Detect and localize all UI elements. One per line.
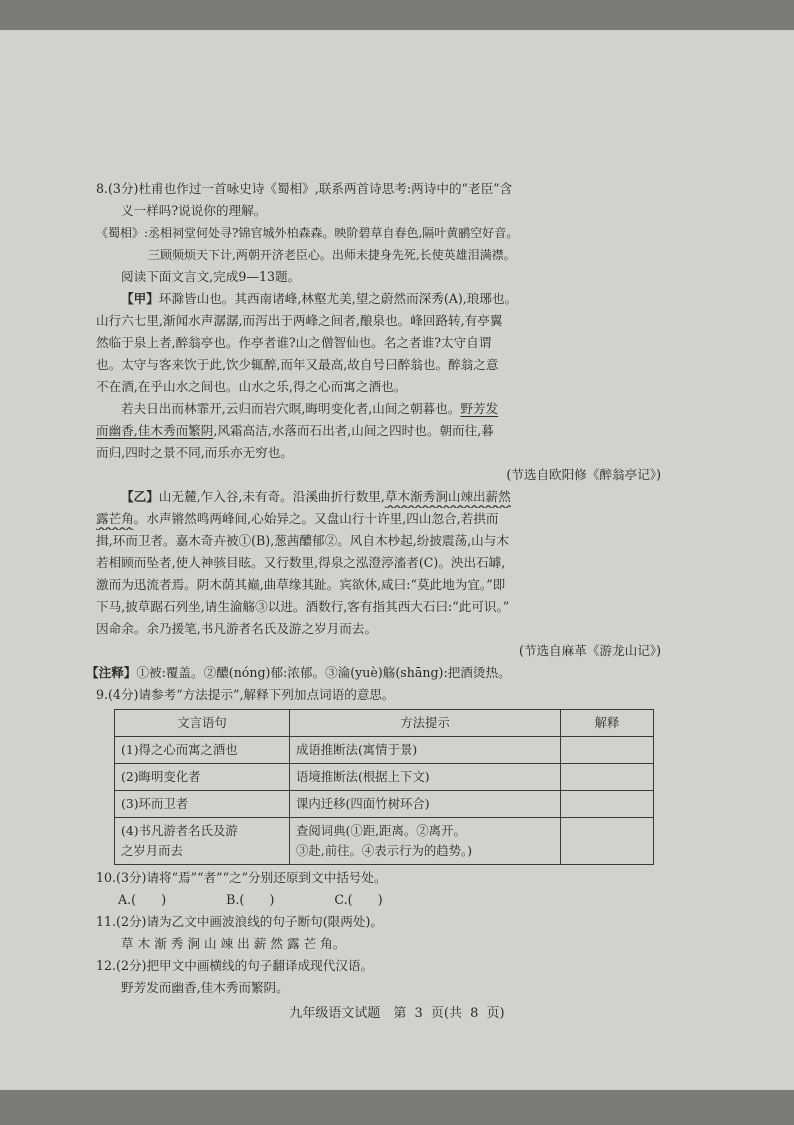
row-sentence: (2)晦明变化者 [115, 764, 290, 791]
table-row [115, 737, 654, 764]
yi-wavy-sentence: 露芒角 [96, 511, 134, 526]
yi-text: 。水声锵然鸣两峰间,心始异之。又盘山行十许里,四山忽合,若拱而 [133, 511, 499, 526]
q10-option-c[interactable]: C.( ) [334, 892, 383, 907]
yi-passage-line3: 揖,环而卫者。嘉木奇卉被①(B),葱茜醲郁②。风自木杪起,纷披震荡,山与木 [96, 533, 509, 548]
table-header-row [115, 710, 654, 737]
table-row [115, 791, 654, 818]
q8-poem-line2: 三顾频烦天下计,两朝开济老臣心。出师未捷身先死,长使英雄泪满襟。 [148, 248, 516, 262]
jia-underlined-sentence: 而幽香,佳木秀而繁阴 [96, 423, 214, 438]
yi-source: (节选自麻革《游龙山记》) [518, 643, 661, 658]
answer-cell[interactable] [561, 764, 654, 791]
row-method: 语境推断法(根据上下文) [290, 764, 561, 791]
row-sentence-line: (4)书凡游者名氏及游 [121, 823, 238, 838]
q11-sentence: 草 木 渐 秀 涧 山 竦 出 薪 然 露 芒 角。 [121, 936, 346, 951]
row-method: 课内迁移(四面竹树环合) [290, 791, 561, 818]
answer-cell[interactable] [561, 818, 654, 865]
yi-passage-line2 [96, 508, 671, 530]
jia-passage-line5: 不在酒,在乎山水之间也。山水之乐,得之心而寓之酒也。 [96, 379, 407, 394]
exam-paper-sheet [0, 30, 794, 1090]
yi-text: 山无麓,乍入谷,未有奇。沿溪曲折行数里, [158, 489, 385, 504]
notes-line [86, 662, 671, 684]
header-answer: 解释 [561, 710, 654, 737]
answer-cell[interactable] [561, 737, 654, 764]
q12-sentence: 野芳发而幽香,佳木秀而繁阴。 [121, 980, 289, 995]
row-sentence [115, 818, 290, 865]
q10-option-a[interactable]: A.( ) [118, 892, 167, 907]
notes-text: ①被:覆盖。②醲(nóng)郁:浓郁。③淪(yuè)觞(shāng):把酒烫热。 [136, 665, 511, 680]
q8-stem-line1: 8.(3分)杜甫也作过一首咏史诗《蜀相》,联系两首诗思考:两诗中的“老臣”含 [96, 181, 513, 196]
page-footer: 九年级语文试题 第 3 页(共 8 页) [289, 1006, 505, 1021]
yi-passage-line6: 下马,披草踞石列坐,请生淪觞③以进。酒数行,客有指其西大石曰:“此可识。” [96, 599, 510, 614]
row-method-line: ③赴,前往。④表示行为的趋势。) [296, 843, 473, 858]
row-sentence-line: 之岁月而去 [121, 843, 183, 858]
jia-passage-line6 [96, 398, 671, 420]
yi-passage-line4: 若相顾而坠者,使人神骇目眩。又行数里,得泉之泓澄渟滀者(C)。泱出石罅, [96, 555, 506, 570]
q11-stem: 11.(2分)请为乙文中画波浪线的句子断句(限两处)。 [96, 914, 383, 929]
yi-tag: 【乙】 [121, 489, 159, 504]
jia-tag: 【甲】 [121, 291, 159, 306]
jia-source: (节选自欧阳修《醉翁亭记》) [506, 467, 661, 482]
header-sentence: 文言语句 [115, 710, 290, 737]
q12-stem: 12.(2分)把甲文中画横线的句子翻译成现代汉语。 [96, 958, 374, 973]
page-content [86, 178, 671, 999]
notes-tag: 【注释】 [86, 665, 137, 680]
q8-poem-line1: 《蜀相》:丞相祠堂何处寻?锦官城外柏森森。映阶碧草自春色,隔叶黄鹂空好音。 [96, 226, 519, 240]
row-method: 成语推断法(寓情于景) [290, 737, 561, 764]
table-row [115, 818, 654, 865]
q10-stem: 10.(3分)请将“焉”“者”“之”分别还原到文中括号处。 [96, 870, 387, 885]
q10-option-b[interactable]: B.( ) [226, 892, 275, 907]
jia-text: ,风霜高洁,水落而石出者,山间之四时也。朝而往,暮 [213, 423, 494, 438]
jia-passage-line4: 也。太守与客来饮于此,饮少辄醉,而年又最高,故自号曰醉翁也。醉翁之意 [96, 357, 499, 372]
header-method: 方法提示 [290, 710, 561, 737]
q8-stem-line2: 义一样吗?说说你的理解。 [121, 203, 267, 218]
jia-text: 若夫日出而林霏开,云归而岩穴暝,晦明变化者,山间之朝暮也。 [121, 401, 461, 416]
q10-options [96, 889, 671, 911]
row-sentence: (1)得之心而寓之酒也 [115, 737, 290, 764]
reading-intro: 阅读下面文言文,完成9—13题。 [121, 269, 301, 284]
jia-underlined-sentence: 野芳发 [460, 401, 499, 416]
yi-passage-line5: 激而为迅流者焉。阴木荫其巅,曲草缘其趾。宾欲休,咸曰:“莫此地为宜。”即 [96, 577, 506, 592]
yi-passage-line1 [96, 486, 671, 508]
jia-passage-line8: 而归,四时之景不同,而乐亦无穷也。 [96, 445, 293, 460]
q9-table [114, 709, 654, 865]
row-sentence: (3)环而卫者 [115, 791, 290, 818]
jia-text: 环滁皆山也。其西南诸峰,林壑尤美,望之蔚然而深秀(A),琅琊也。 [158, 291, 518, 306]
jia-passage-line7 [96, 420, 671, 442]
jia-passage-line2: 山行六七里,渐闻水声潺潺,而泻出于两峰之间者,酿泉也。峰回路转,有亭翼 [96, 313, 503, 328]
jia-passage-line1 [96, 288, 671, 310]
jia-passage-line3: 然临于泉上者,醉翁亭也。作亭者谁?山之僧智仙也。名之者谁?太守自谓 [96, 335, 492, 350]
yi-wavy-sentence: 草木渐秀涧山竦出薪然 [384, 489, 511, 504]
table-row [115, 764, 654, 791]
row-method [290, 818, 561, 865]
q9-stem: 9.(4分)请参考“方法提示”,解释下列加点词语的意思。 [96, 687, 395, 702]
row-method-line: 查阅词典(①距,距离。②离开。 [296, 823, 466, 838]
yi-passage-line7: 因命余。余乃援笔,书凡游者名氏及游之岁月而去。 [96, 621, 378, 636]
answer-cell[interactable] [561, 791, 654, 818]
